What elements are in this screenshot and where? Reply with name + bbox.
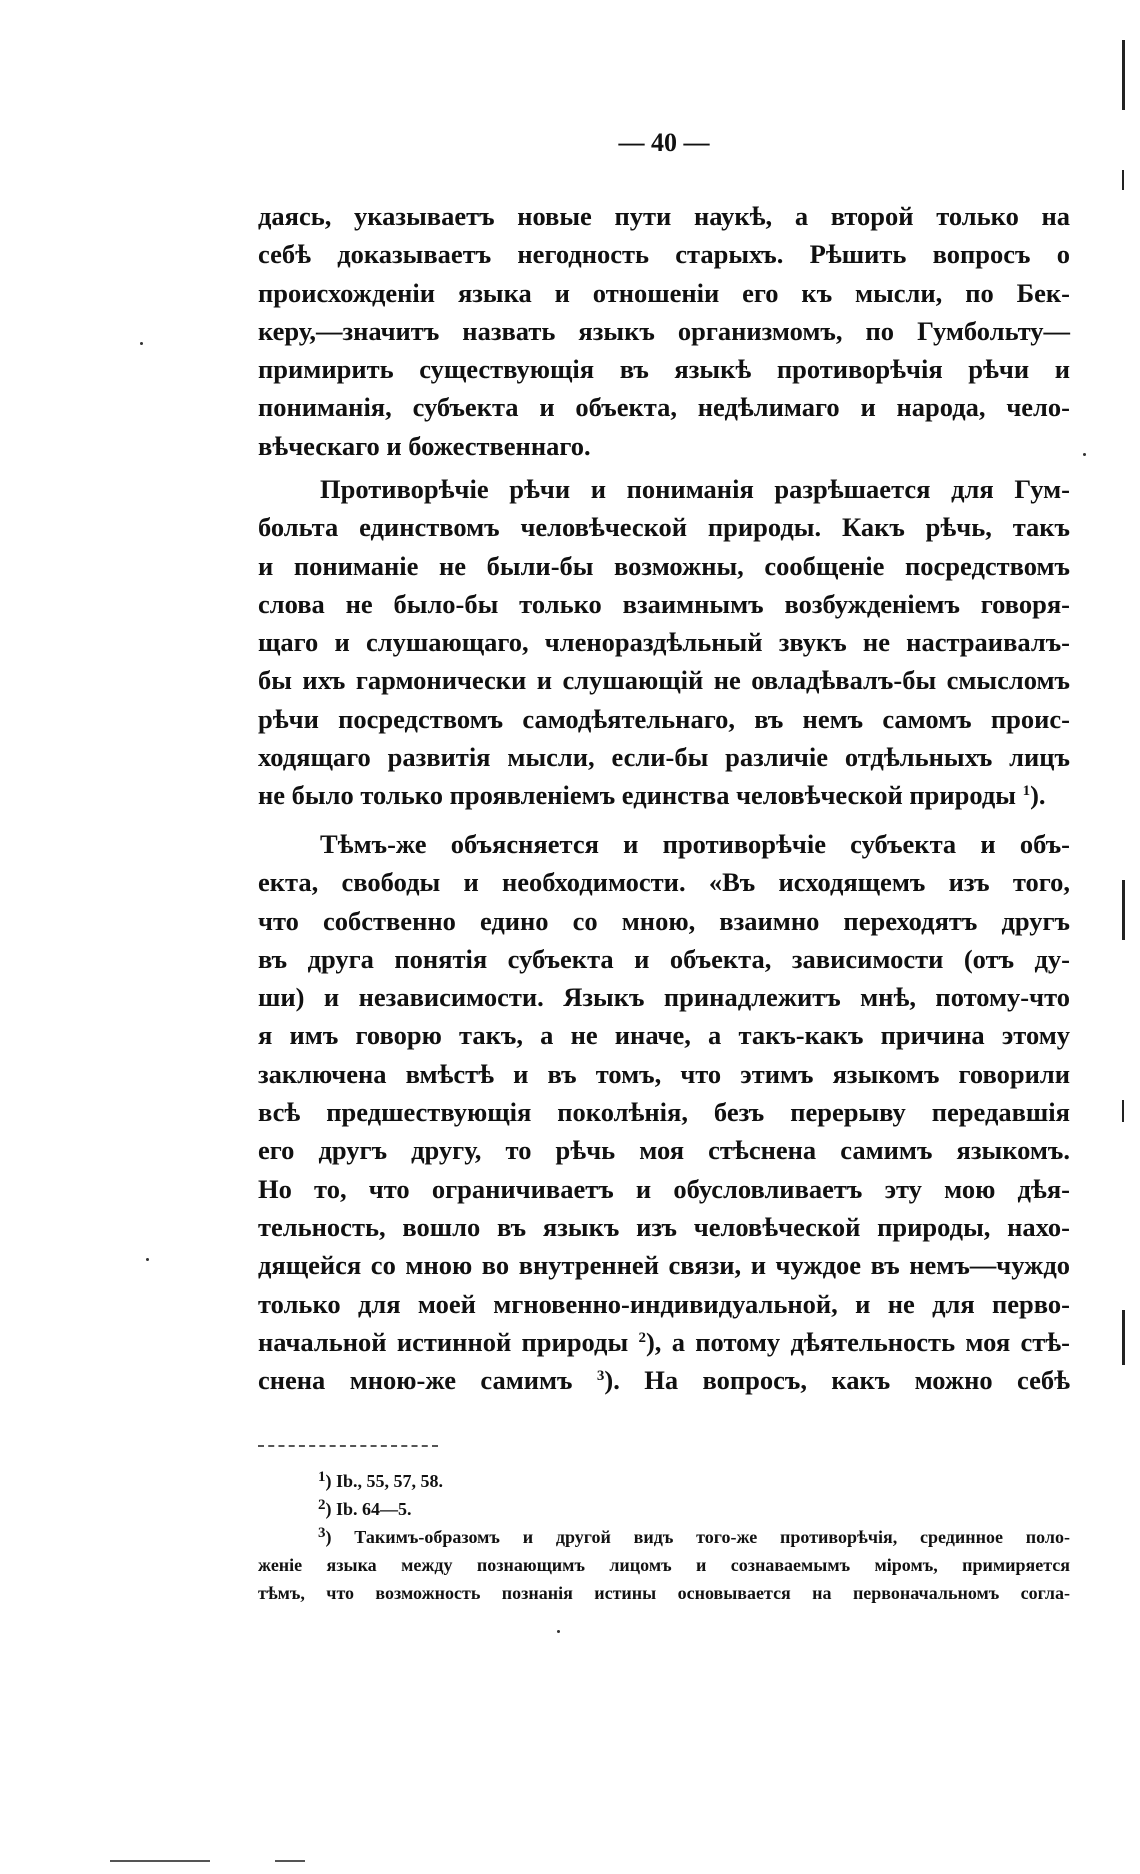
- scan-edge-mark: [110, 1860, 210, 1862]
- footnote-marker: 2: [318, 1497, 326, 1513]
- footnote-2: [258, 1495, 1070, 1523]
- footnote-marker: 1: [318, 1469, 326, 1485]
- text-segment: ).: [1030, 780, 1046, 811]
- text-line: керу,—значитъ назвать языкъ организмомъ, по Гумбольту—: [258, 315, 1070, 346]
- paragraph-2: [258, 470, 1070, 815]
- scan-margin-line: [1122, 1310, 1125, 1365]
- scan-edge-mark: [275, 1860, 305, 1862]
- text-line: [258, 1323, 1070, 1361]
- paragraph-1: [258, 197, 1070, 465]
- text-segment: начальной истинной природы: [258, 1326, 629, 1357]
- text-line: и пониманіе не были-бы возможны, сообщеніе посредствомъ: [258, 550, 1070, 581]
- footnote-3-line: тѣмъ, что возможность познанія истины основывается на первоначальномъ согла-: [258, 1583, 1070, 1603]
- footnote-text: ) Ib., 55, 57, 58.: [325, 1471, 444, 1491]
- text-line: его другъ другу, то рѣчь моя стѣснена самимъ языкомъ.: [258, 1135, 1070, 1166]
- text-line: пониманія, субъекта и объекта, недѣлимаго и народа, чело-: [258, 392, 1070, 423]
- text-line: екта, свободы и необходимости. «Въ исходящемъ изъ того,: [258, 867, 1070, 898]
- text-line: Противорѣчіе рѣчи и пониманія разрѣшается для Гум-: [320, 474, 1070, 504]
- scan-margin-line: [1122, 40, 1125, 110]
- footnote-3: [258, 1523, 1070, 1551]
- scan-margin-line: [1122, 880, 1125, 940]
- text-line: въ друга понятія субъекта и объекта, зависимости (отъ ду-: [258, 943, 1070, 974]
- paragraph-3: [258, 825, 1070, 1399]
- text-line: ходящаго развитія мысли, если-бы различіе отдѣльныхъ лицъ: [258, 742, 1070, 773]
- text-segment: не было только проявленіемъ единства человѣческой природы: [258, 780, 1016, 811]
- footnote-ref[interactable]: 1: [1022, 783, 1031, 800]
- footnote-ref[interactable]: 3: [596, 1368, 605, 1385]
- text-line: бы ихъ гармонически и слушающій не овладѣвалъ-бы смысломъ: [258, 665, 1070, 696]
- scan-margin-line: [1122, 170, 1124, 190]
- text-segment: ), а потому дѣятельность моя стѣ-: [645, 1326, 1070, 1357]
- text-line: происхожденіи языка и отношеніи его къ мысли, по Бек-: [258, 277, 1070, 308]
- scan-speck: [140, 342, 143, 345]
- text-line: Но то, что ограничиваетъ и обусловливаетъ эту мою дѣя-: [258, 1173, 1070, 1204]
- text-line: ши) и независимости. Языкъ принадлежитъ мнѣ, потому-что: [258, 982, 1070, 1013]
- scan-speck: [146, 1258, 149, 1261]
- footnote-text: ) Ib. 64—5.: [325, 1499, 412, 1519]
- text-line: щаго и слушающаго, членораздѣльный звукъ не настраивалъ-: [258, 627, 1070, 658]
- text-line: только для моей мгновенно-индивидуальной, и не для перво-: [258, 1288, 1070, 1319]
- text-segment: снена мною-же самимъ: [258, 1365, 573, 1396]
- text-line: даясь, указываетъ новые пути наукѣ, а второй только на: [258, 201, 1070, 231]
- footnote-3-line: женіе языка между познающимъ лицомъ и сознаваемымъ міромъ, примиряется: [258, 1555, 1070, 1575]
- text-line: рѣчи посредствомъ самодѣятельнаго, въ немъ самомъ проис-: [258, 703, 1070, 734]
- footnotes: [258, 1467, 1070, 1607]
- text-line: заключена вмѣстѣ и въ томъ, что этимъ языкомъ говорили: [258, 1058, 1070, 1089]
- footnote-1: [258, 1467, 1070, 1495]
- text-line: себѣ доказываетъ негодность старыхъ. Рѣшить вопросъ о: [258, 239, 1070, 270]
- text-line: тельность, вошло въ языкъ изъ человѣческой природы, нахо-: [258, 1211, 1070, 1242]
- text-line: я имъ говорю такъ, а не иначе, а такъ-какъ причина этому: [258, 1020, 1070, 1051]
- text-line: что собственно едино со мною, взаимно переходятъ другъ: [258, 905, 1070, 936]
- text-line: слова не было-бы только взаимнымъ возбужденіемъ говоря-: [258, 588, 1070, 619]
- footnote-marker: 3: [318, 1525, 326, 1541]
- page-number: — 40 —: [618, 128, 710, 157]
- text-line: [258, 776, 1070, 814]
- text-line: вѣческаго и божественнаго.: [258, 430, 591, 461]
- footnote-separator: [258, 1445, 438, 1447]
- text-line: примирить существующія въ языкѣ противорѣчія рѣчи и: [258, 354, 1070, 385]
- scan-speck: [557, 1630, 560, 1633]
- text-line: Тѣмъ-же объясняется и противорѣчіе субъекта и объ-: [320, 829, 1070, 859]
- text-segment: ). На вопросъ, какъ можно себѣ: [604, 1365, 1070, 1396]
- text-line: [258, 1361, 1070, 1399]
- text-line: всѣ предшествующія поколѣнія, безъ перерыву передавшія: [258, 1097, 1070, 1128]
- scan-margin-line: [1122, 1100, 1124, 1122]
- text-line: дящейся со мною во внутренней связи, и чуждое въ немъ—чуждо: [258, 1250, 1070, 1281]
- footnote-ref[interactable]: 2: [638, 1329, 646, 1346]
- scan-speck: [1083, 453, 1086, 456]
- footnote-text: ) Такимъ-образомъ и другой видъ того-же противорѣчія, срединное поло-: [325, 1527, 1070, 1547]
- text-line: больта единствомъ человѣческой природы. Какъ рѣчь, такъ: [258, 512, 1070, 543]
